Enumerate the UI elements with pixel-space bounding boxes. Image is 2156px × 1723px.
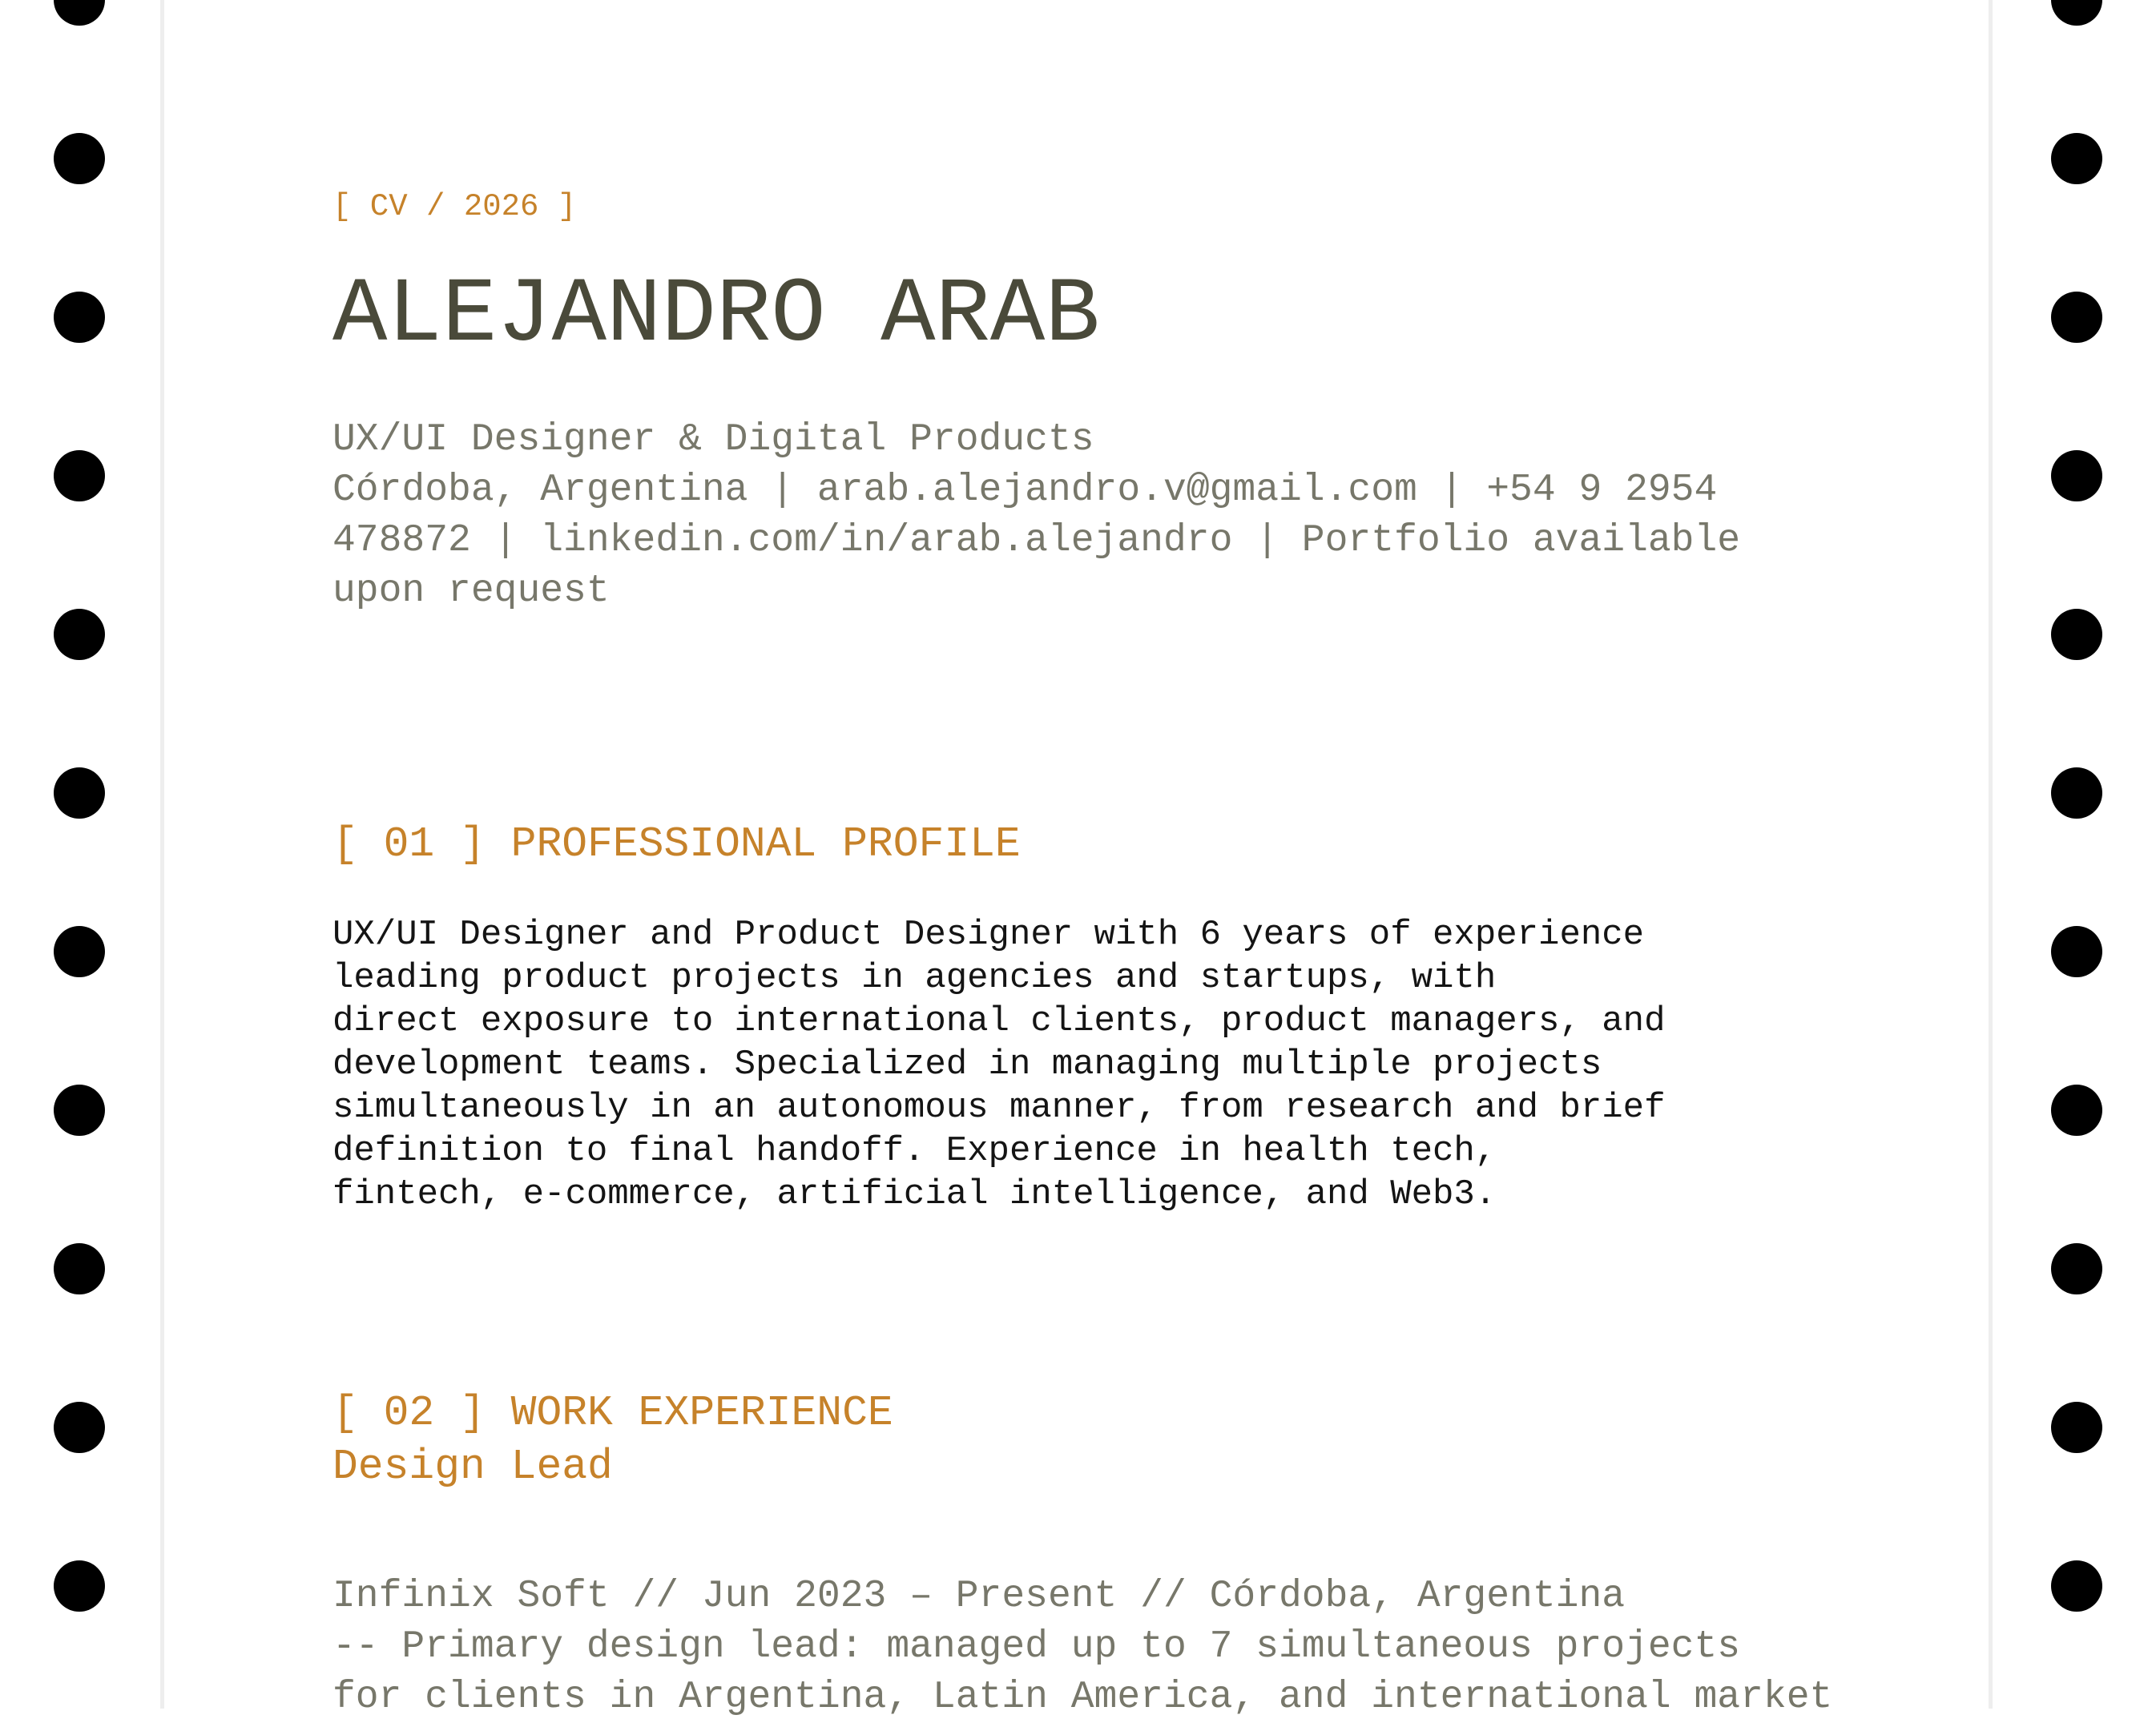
perforation-hole-icon <box>54 609 105 660</box>
perforation-hole-icon <box>2051 1560 2102 1612</box>
perforation-hole-icon <box>54 292 105 343</box>
job-title: UX/UI Designer & Digital Products <box>332 418 1094 461</box>
perforation-hole-icon <box>54 133 105 184</box>
section-heading-experience: [ 02 ] WORK EXPERIENCE <box>332 1389 893 1437</box>
job-bullet-line: -- Primary design lead: managed up to 7 simultaneous projects <box>332 1625 1741 1669</box>
cv-tag: [ CV / 2026 ] <box>332 189 577 224</box>
perforation-hole-icon <box>54 450 105 501</box>
profile-line: definition to final handoff. Experience in health tech, <box>332 1131 1497 1171</box>
perforation-hole-icon <box>2051 0 2102 26</box>
perforation-hole-icon <box>54 1402 105 1453</box>
perforation-hole-icon <box>2051 926 2102 977</box>
perforation-hole-icon <box>2051 609 2102 660</box>
perforation-hole-icon <box>2051 292 2102 343</box>
contact-block <box>332 415 1767 617</box>
perforation-hole-icon <box>2051 1243 2102 1294</box>
perforation-hole-icon <box>2051 450 2102 501</box>
job-meta: Infinix Soft // Jun 2023 – Present // Córdoba, Argentina <box>332 1575 1626 1618</box>
profile-paragraph <box>332 913 1665 1216</box>
perforation-hole-icon <box>54 926 105 977</box>
profile-line: direct exposure to international clients, product managers, and <box>332 1001 1666 1041</box>
perforation-hole-icon <box>2051 1402 2102 1453</box>
left-perforation-strip <box>54 0 105 1709</box>
profile-line: fintech, e-commerce, artificial intelligence, and Web3. <box>332 1174 1497 1214</box>
contact-info: Córdoba, Argentina | arab.alejandro.v@gmail.com | +54 9 2954 478872 | linkedin.com/in/arab.alejandro | Portfolio available upon request <box>332 469 1741 613</box>
perforation-hole-icon <box>54 0 105 26</box>
right-perforation-strip <box>2051 0 2102 1709</box>
profile-line: UX/UI Designer and Product Designer with 6 years of experience <box>332 915 1645 955</box>
person-name: ALEJANDRO ARAB <box>332 264 1100 368</box>
profile-line: leading product projects in agencies and startups, with <box>332 958 1497 998</box>
perforation-hole-icon <box>2051 1085 2102 1136</box>
profile-line: simultaneously in an autonomous manner, from research and brief <box>332 1088 1666 1128</box>
perforation-hole-icon <box>54 1085 105 1136</box>
job-role: Design Lead <box>332 1443 613 1491</box>
perforation-hole-icon <box>54 767 105 819</box>
job-details <box>332 1572 1832 1723</box>
job-bullet-line: for clients in Argentina, Latin America, and international market <box>332 1676 1833 1719</box>
perforation-hole-icon <box>2051 767 2102 819</box>
perforation-hole-icon <box>2051 133 2102 184</box>
perforation-hole-icon <box>54 1560 105 1612</box>
section-heading-profile: [ 01 ] PROFESSIONAL PROFILE <box>332 820 1021 868</box>
perforation-hole-icon <box>54 1243 105 1294</box>
profile-line: development teams. Specialized in managing multiple projects <box>332 1045 1602 1085</box>
